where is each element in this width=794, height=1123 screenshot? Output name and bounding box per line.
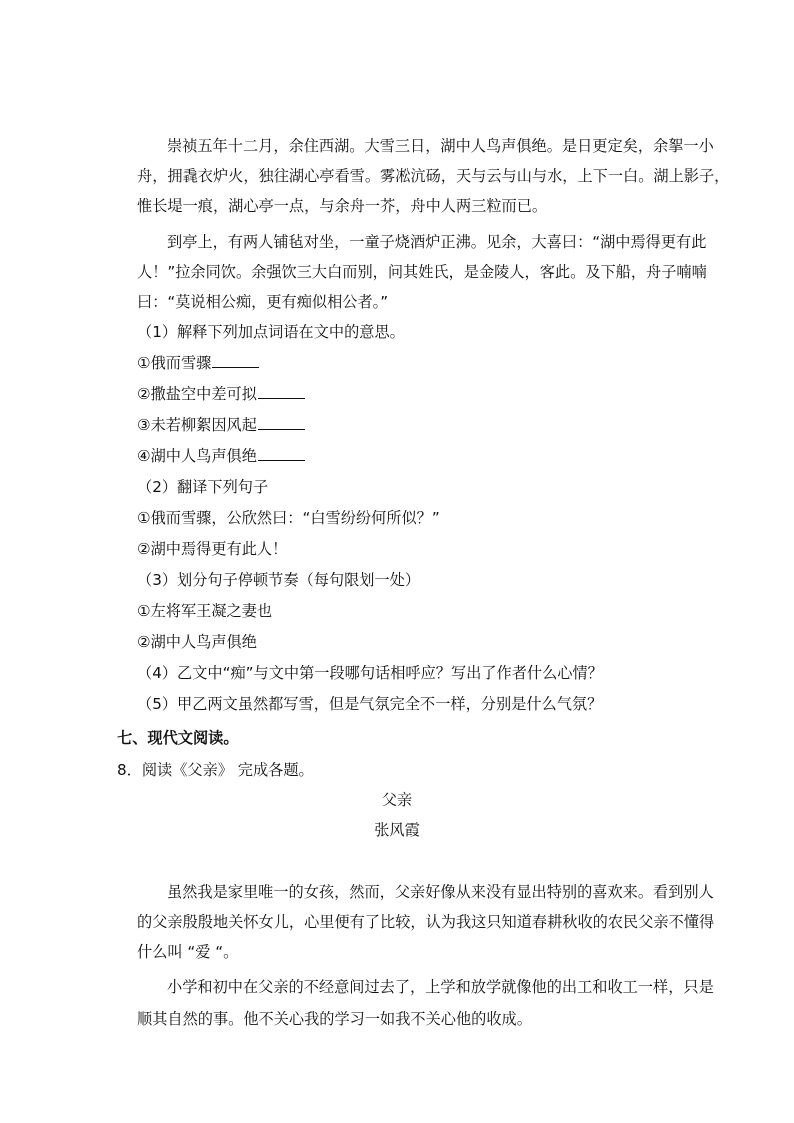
article-p2-line: 小学和初中在父亲的不经意间过去了，上学和放学就像他的出工和收工一样，只是: [167, 978, 714, 996]
article-p2-line: 顺其自然的事。他不关心我的学习一如我不关心他的收成。: [137, 1010, 532, 1028]
section-heading: 七、现代文阅读。: [117, 729, 239, 747]
question-2-item: ①俄而雪骤，公欣然曰：“白雪纷纷何所似？”: [137, 509, 440, 527]
answer-blank[interactable]: [258, 384, 305, 399]
item-text: ②撒盐空中差可拟: [137, 385, 257, 403]
question-1-item: [137, 446, 305, 466]
question-3-item: ①左将军王凝之妻也: [137, 602, 273, 620]
passage2-text: 到亭上，有两人铺毡对坐，一童子烧酒炉正沸。见余，大喜曰：“湖中焉得更有此: [167, 233, 707, 251]
question-2: （2）翻译下列句子: [137, 478, 269, 496]
article-title: 父亲: [381, 791, 413, 809]
item-text: ④湖中人鸟声俱绝: [137, 447, 257, 465]
question-5: （5）甲乙两文虽然都写雪，但是气氛完全不一样，分别是什么气氛？: [137, 695, 603, 713]
passage2-text: 曰：“莫说相公痴，更有痴似相公者。”: [137, 293, 389, 311]
passage2-line: [137, 262, 707, 282]
passage2-line: [167, 232, 706, 252]
question-4: （4）乙文中“痴”与文中第一段哪句话相呼应？写出了作者什么心情？: [137, 664, 603, 682]
passage1-text: 舟，拥毳衣炉火，独往湖心亭看雪。雾凇沆砀，天与云与山与水，上下一白。湖上影子，: [137, 167, 730, 185]
passage2-text: 人！”拉余同饮。余强饮三大白而别，问其姓氏，是金陵人，客此。及下船，舟子喃喃: [137, 263, 707, 281]
question-1-item: [137, 384, 305, 404]
question-1-item: [137, 415, 305, 435]
passage1-text: 惟长堤一痕，湖心亭一点，与余舟一芥，舟中人两三粒而已。: [137, 197, 548, 215]
question-1: （1）解释下列加点词语在文中的意思。: [137, 323, 405, 341]
question-2-item: ②湖中焉得更有此人！: [137, 540, 288, 558]
passage1-line: [167, 136, 714, 156]
article-p1-line: 的父亲殷殷地关怀女儿，心里便有了比较，认为我这只知道春耕秋收的农民父亲不懂得: [137, 913, 715, 931]
question-3-item: ②湖中人鸟声俱绝: [137, 633, 257, 651]
item-text: ①俄而雪骤: [137, 354, 212, 372]
article-p1-line: 什么叫 “爱 “。: [137, 943, 239, 961]
question-1-item: [137, 353, 259, 373]
item-text: ③未若柳絮因风起: [137, 416, 257, 434]
article-author: 张风霞: [374, 821, 420, 839]
passage1-line: [137, 196, 547, 216]
passage1-text: 崇祯五年十二月，余住西湖。大雪三日，湖中人鸟声俱绝。是日更定矣，余挐一小: [167, 137, 714, 155]
question-8: 8．阅读《父亲》 完成各题。: [117, 761, 314, 779]
answer-blank[interactable]: [258, 415, 305, 430]
passage1-line: [137, 166, 729, 186]
answer-blank[interactable]: [258, 446, 305, 461]
answer-blank[interactable]: [212, 353, 259, 368]
question-3: （3）划分句子停顿节奏（每句限划一处）: [137, 571, 421, 589]
passage2-line: [137, 292, 388, 312]
article-p1-line: 虽然我是家里唯一的女孩，然而，父亲好像从来没有显出特别的喜欢来。看到别人: [167, 883, 714, 901]
